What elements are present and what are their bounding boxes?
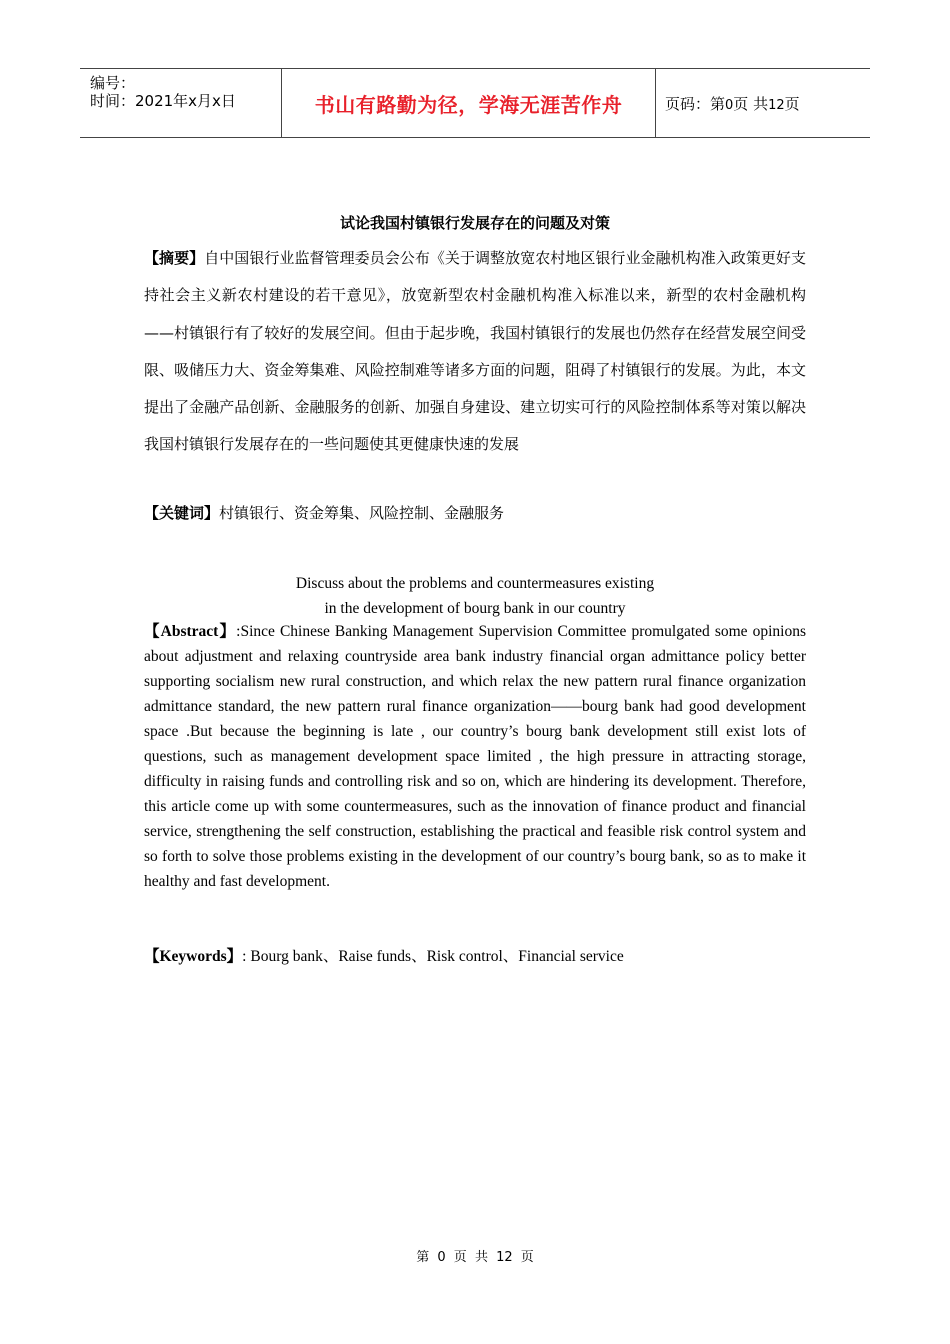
chinese-keywords-label: 【关键词】	[144, 504, 220, 522]
english-abstract	[144, 620, 806, 894]
chinese-title: 试论我国村镇银行发展存在的问题及对策	[339, 214, 610, 232]
header-motto-cell	[281, 69, 656, 137]
footer-suffix: 页	[520, 1250, 534, 1265]
document-time-label: 时间：2021年x月x日	[90, 92, 236, 110]
english-title	[0, 571, 950, 621]
page-footer	[0, 1246, 950, 1265]
header-meta-cell	[80, 69, 281, 137]
header-motto: 书山有路勤为径，学海无涯苦作舟	[314, 92, 623, 117]
english-keywords-label: 【Keywords】	[144, 948, 243, 965]
chinese-keywords-text: 村镇银行、资金筹集、风险控制、金融服务	[219, 504, 505, 522]
english-abstract-text: :Since Chinese Banking Management Supervision Committee promulgated some opinions about adjustment and relaxing countryside area bank industry financial organ admittance policy better supporting socialism new rural construction, and which relax the new pattern rural finance organization admittance standard, the new pattern rural finance organization——bourg bank had good development space .But because the beginning is late , our country’s bourg bank development still exist lots of questions, such as management development space limited , the high pressure in attracting storage, difficulty in raising funds and controlling risk and so on, which are hindering its development. Therefore, this article come up with some countermeasures, such as the innovation of finance product and financial service, strengthening the self construction, establishing the practical and feasible risk control system and so forth to solve those problems existing in the development of our country’s bourg bank, so as to make it healthy and fast development.	[144, 623, 806, 890]
page-code-label: 页码：第	[665, 94, 726, 113]
page-code-current: 0	[725, 97, 734, 113]
chinese-abstract	[144, 240, 806, 464]
chinese-keywords	[144, 502, 504, 523]
header-page-cell	[655, 69, 870, 137]
english-keywords-text: : Bourg bank、Raise funds、Risk control、Financial service	[242, 948, 624, 965]
footer-page-word: 页	[453, 1250, 467, 1265]
footer-prefix: 第	[416, 1250, 430, 1265]
footer-current-page: 0	[437, 1250, 446, 1265]
page-code-total: 12	[768, 97, 785, 113]
header-page-code	[665, 93, 800, 114]
chinese-abstract-label: 【摘要】	[144, 249, 205, 267]
english-title-line-2: in the development of bourg bank in our country	[324, 600, 626, 617]
footer-total-pages: 12	[496, 1250, 513, 1265]
chinese-abstract-text: 自中国银行业监督管理委员会公布《关于调整放宽农村地区银行业金融机构准入政策更好支持社会主义新农村建设的若干意见》，放宽新型农村金融机构准入标准以来，新型的农村金融机构——村镇银行有了较好的发展空间。但由于起步晚，我国村镇银行的发展也仍然存在经营发展空间受限、吸储压力大、资金筹集难、风险控制难等诸多方面的问题，阻碍了村镇银行的发展。为此，本文提出了金融产品创新、金融服务的创新、加强自身建设、建立切实可行的风险控制体系等对策以解决我国村镇银行发展存在的一些问题使其更健康快速的发展	[144, 249, 806, 454]
document-header	[80, 68, 870, 138]
english-keywords	[144, 944, 624, 966]
page-code-end: 页	[784, 94, 800, 113]
page-code-mid: 页 共	[733, 94, 769, 113]
document-number-label: 编号：	[90, 74, 136, 92]
footer-total-word: 共	[474, 1250, 488, 1265]
english-abstract-label: 【Abstract】	[144, 623, 237, 640]
english-title-line-1: Discuss about the problems and countermeasures existing	[295, 575, 655, 592]
